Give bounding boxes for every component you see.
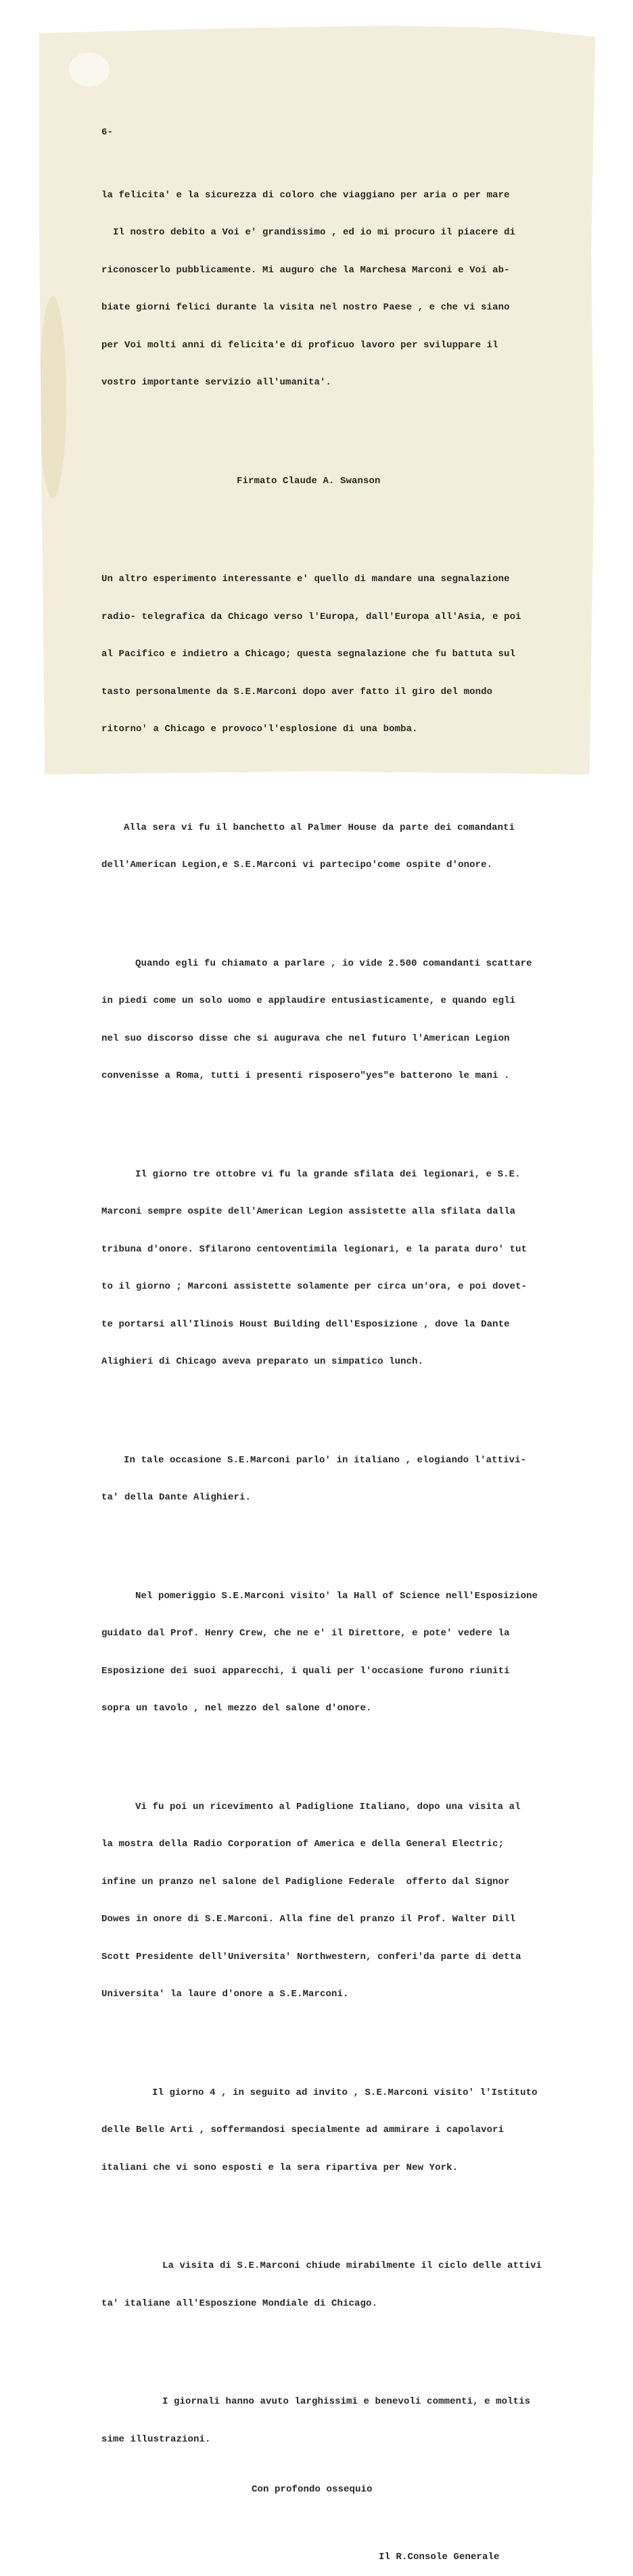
text-line: Un altro esperimento interessante e' quello di mandare una segnalazione — [101, 574, 510, 585]
paper-stain — [39, 296, 66, 499]
text-line: Quando egli fu chiamato a parlare , io vide 2.500 comandanti scattare — [135, 958, 532, 969]
text-line: to il giorno ; Marconi assistette solamente per circa un'ora, e poi dovet- — [101, 1281, 528, 1292]
text-line: Il nostro debito a Voi e' grandissimo , ed io mi procuro il piacere di — [101, 227, 516, 238]
text-line: Vi fu poi un ricevimento al Padiglione Italiano, dopo una visita al — [135, 1801, 521, 1812]
text-line: Il giorno tre ottobre vi fu la grande sfilata dei legionari, e S.E. — [135, 1168, 521, 1180]
text-line: ta' della Dante Alighieri. — [101, 1492, 252, 1503]
text-line: delle Belle Arti , soffermandosi specialmente ad ammirare i capolavori — [101, 2125, 505, 2135]
text-line: te portarsi all'Ilinois Houst Building dell'Esposizione , dove la Dante — [101, 1318, 510, 1330]
closing-salutation: Con profondo ossequio — [252, 2483, 373, 2495]
text-line: In tale occasione S.E.Marconi parlo' in italiano , elogiando l'attivi- — [124, 1454, 527, 1466]
text-line: nel suo discorso disse che si augurava che nel futuro l'American Legion — [101, 1033, 510, 1044]
text-line: radio- telegrafica da Chicago verso l'Europa, dall'Europa all'Asia, e poi — [101, 611, 521, 622]
signature-line: Il R.Console Generale — [379, 2552, 500, 2562]
text-line: sime illustrazioni. — [101, 2433, 211, 2445]
text-line: riconoscerlo pubblicamente. Mi auguro che la Marchesa Marconi e Voi ab- — [101, 264, 510, 276]
text-line: tasto personalmente da S.E.Marconi dopo aver fatto il giro del mondo — [101, 686, 493, 697]
text-line: biate giorni felici durante la visita nel nostro Paese , e che vi siano — [101, 302, 510, 313]
text-line: Dowes in onore di S.E.Marconi. Alla fine del pranzo il Prof. Walter Dill — [101, 1914, 516, 1925]
paper-stain — [69, 53, 110, 86]
text-line: Esposizione dei suoi apparecchi, i quali per l'occasione furono riuniti — [101, 1665, 510, 1677]
text-line: ritorno' a Chicago e provoco'l'esplosione di una bomba. — [101, 724, 418, 735]
text-line: Scott Presidente dell'Universita' Northwestern, conferi'da parte di detta — [101, 1951, 521, 1962]
text-line: ta' italiane all'Esposzione Mondiale di Chicago. — [101, 2298, 378, 2309]
text-line: infine un pranzo nel salone del Padiglione Federale offerto dal Signor — [101, 1876, 510, 1887]
text-line: la felicita' e la sicurezza di coloro che viaggiano per aria o per mare — [101, 189, 510, 201]
text-line: in piedi come un solo uomo e applaudire entusiasticamente, e quando egli — [101, 995, 516, 1006]
text-line: italiani che vi sono esposti e la sera ripartiva per New York. — [101, 2162, 459, 2173]
text-line: Nel pomeriggio S.E.Marconi visito' la Hall of Science nell'Esposizione — [135, 1590, 538, 1602]
signed-by: Firmato Claude A. Swanson — [237, 475, 381, 487]
text-line: sopra un tavolo , nel mezzo del salone d'onore. — [101, 1703, 372, 1714]
text-line: dell'American Legion,e S.E.Marconi vi partecipo'come ospite d'onore. — [101, 860, 493, 870]
text-line: I giornali hanno avuto larghissimi e benevoli commenti, e moltis — [162, 2396, 531, 2407]
text-line: la mostra della Radio Corporation of America e della General Electric; — [101, 1839, 505, 1850]
text-line: convenisse a Roma, tutti i presenti risposero"yes"e batterono le mani . — [101, 1070, 510, 1081]
letter-body — [101, 101, 602, 2576]
text-line: tribuna d'onore. Sfilarono centoventimila legionari, e la parata duro' tut — [101, 1243, 528, 1255]
text-line: al Pacifico e indietro a Chicago; questa segnalazione che fu battuta sul — [101, 649, 516, 660]
text-line: vostro importante servizio all'umanita'. — [101, 377, 332, 388]
text-line: La visita di S.E.Marconi chiude mirabilmente il ciclo delle attivi — [162, 2260, 542, 2271]
text-line: guidato dal Prof. Henry Crew, che ne e' il Direttore, e pote' vedere la — [101, 1628, 510, 1639]
page-number: 6- — [101, 127, 114, 138]
text-line: Il giorno 4 , in seguito ad invito , S.E.Marconi visito' l'Istituto — [152, 2087, 538, 2098]
text-line: per Voi molti anni di felicita'e di proficuo lavoro per sviluppare il — [101, 339, 498, 351]
text-line: Alighieri di Chicago aveva preparato un simpatico lunch. — [101, 1356, 424, 1367]
text-line: Marconi sempre ospite dell'American Legion assistette alla sfilata dalla — [101, 1206, 516, 1217]
text-line: Alla sera vi fu il banchetto al Palmer House da parte dei comandanti — [124, 822, 515, 833]
text-line: Universita' la laure d'onore a S.E.Marconi. — [101, 1989, 349, 2000]
